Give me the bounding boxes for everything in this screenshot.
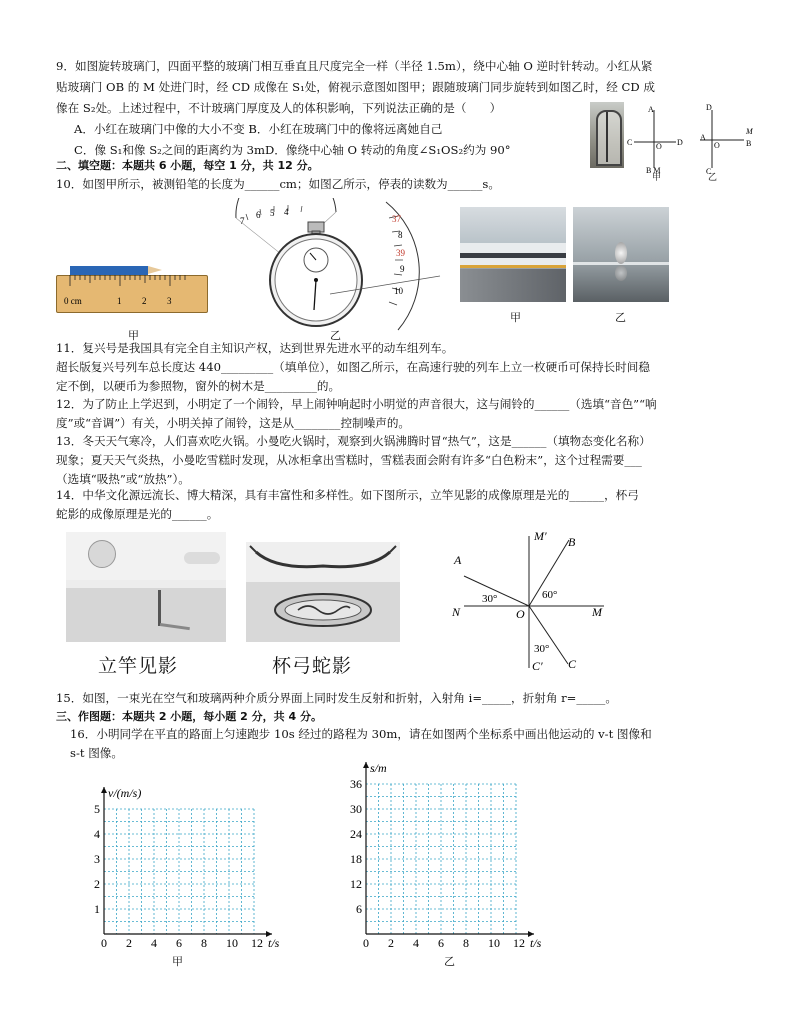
label-O: O [516,607,525,621]
q16-line2: s-t 图像。 [70,746,123,760]
q13-line2: 现象；夏天天气炎热，小曼吃雪糕时发现，从冰柜拿出雪糕时，雪糕表面会附有许多“白色粉末”，这个过程需要___ [56,453,642,467]
dial-10: 10 [394,286,403,296]
x-axis-label: t/s [268,936,280,950]
q9-line3: 像在 S₂处。上述过程中，不计玻璃门厚度及人的体积影响，下列说法正确的是（ ） [56,101,502,115]
q12-line1: 12．为了防止上学迟到，小明定了一个闹铃，早上闹钟响起时小明觉的声音很大，这与闹铃的______（选填“音色”“响 [56,397,657,411]
x-tick-label: 0 [101,936,107,950]
q11-line2: 超长版复兴号列车总长度达 440_________（填单位），如图乙所示，在高速行驶的列车上立一枚硬币可保持长时间稳 [56,360,650,374]
x-tick-label: 0 [363,936,369,950]
section2-heading: 二、填空题：本题共 6 小题，每空 1 分，共 12 分。 [56,159,319,172]
yi-label-D: D [706,103,712,112]
label-B: B [568,535,576,549]
q14-line2: 蛇影的成像原理是光的______。 [56,507,219,521]
q9-options-cd: C．像 S₁和像 S₂之间的距离约为 3mD．像绕中心轴 O 转动的角度∠S₁OS₂约为 90° [74,143,511,157]
x-tick-label: 8 [463,936,469,950]
q9-line2: 贴玻璃门 OB 的 M 处进门时，经 CD 成像在 S₁处，俯视示意图如图甲；跟随玻璃门同步旋转到如图乙时，经 CD 成 [56,80,655,94]
pole-shadow-image [66,532,226,642]
label-A: A [454,553,462,567]
label-30-top: 30° [482,593,498,605]
y-axis-label: v/(m/s) [108,786,142,800]
y-tick-label: 2 [94,877,100,891]
reflection-diagram [444,526,624,676]
x-axis-label: t/s [530,936,542,950]
y-tick-label: 30 [350,802,362,816]
y-tick-label: 1 [94,902,100,916]
x-tick-label: 6 [438,936,444,950]
x-tick-label: 6 [176,936,182,950]
x-tick-label: 4 [413,936,419,950]
pencil-tip [148,266,162,274]
small-dial-4: 4 [284,207,289,217]
label-30-bottom: 30° [534,643,550,655]
x-tick-label: 4 [151,936,157,950]
q15-text: 15．如图，一束光在空气和玻璃两种介质分界面上同时发生反射和折射，入射角 i=_____，折射角 r=_____。 [56,691,617,705]
y-tick-label: 6 [356,902,362,916]
ruler-label-1: 1 [117,296,122,306]
st-graph-caption: 乙 [444,955,455,968]
small-dial-7: 7 [240,216,245,226]
vt-graph [78,780,288,980]
q11-line3: 定不倒，以硬币为参照物，窗外的树木是_________的。 [56,379,341,393]
q13-line1: 13．冬天天气寒冷，人们喜欢吃火锅。小曼吃火锅时，观察到火锅沸腾时冒“热气”，这是______（填物态变化名称） [56,434,651,448]
y-tick-label: 18 [350,852,362,866]
yi-label-B: B [746,139,752,148]
door-caption-yi: 乙 [708,173,718,183]
bow-snake-image [246,542,400,642]
x-tick-label: 2 [126,936,132,950]
yi-label-O: O [714,141,720,150]
jia-label-D: D [677,138,683,147]
pencil [70,266,148,275]
yi-label-C: C [706,167,712,176]
q11-line1: 11．复兴号是我国具有完全自主知识产权，达到世界先进水平的动车组列车。 [56,341,454,355]
x-tick-label: 12 [513,936,525,950]
stopwatch [226,198,456,340]
dial-39: 39 [396,248,405,258]
dial-8: 8 [398,230,403,240]
coin-photo [573,207,669,302]
pole-shadow-caption: 立竿见影 [98,655,179,677]
ruler-label-2: 2 [142,296,147,306]
jia-label-O: O [656,142,662,151]
ruler-label-3: 3 [167,296,172,306]
label-C: C [568,657,577,671]
y-axis-label: s/m [370,761,387,775]
label-C-prime: C′ [532,659,543,673]
vt-graph-caption: 甲 [172,955,183,968]
q9-line1: 9．如图旋转玻璃门，四面平整的玻璃门相互垂直且尺度完全一样（半径 1.5m），绕中心轴 O 逆时针转动。小红从紧 [56,59,653,73]
label-M-prime: M′ [534,529,547,543]
door-caption-jia: 甲 [652,173,662,183]
section3-heading: 三、作图题：本题共 2 小题，每小题 2 分，共 4 分。 [56,710,322,723]
train-photo-caption: 甲 [510,311,521,324]
dial-9: 9 [400,264,405,274]
y-tick-label: 4 [94,827,100,841]
label-60: 60° [542,589,558,601]
label-M: M [592,605,602,619]
y-tick-label: 24 [350,827,362,841]
q16-line1: 16．小明同学在平直的路面上匀速跑步 10s 经过的路程为 30m，请在如图两个坐标系中画出他运动的 v-t 图像和 [70,727,652,741]
x-tick-label: 12 [251,936,263,950]
y-arrow [363,762,369,768]
stopwatch-caption: 乙 [330,329,341,342]
jia-label-C: C [627,138,633,147]
q12-line2: 度”或“音调”）有关，小明关掉了闹铃，这是从________控制噪声的。 [56,416,411,430]
q13-line3: （选填“吸热”或“放热”）。 [56,472,190,486]
small-dial-6: 6 [256,210,261,220]
x-tick-label: 8 [201,936,207,950]
x-tick-label: 10 [488,936,500,950]
jia-label-A: A [648,105,654,114]
y-tick-label: 12 [350,877,362,891]
bow-snake-caption: 杯弓蛇影 [272,655,353,677]
yi-label-A: A [700,133,706,142]
q10-text: 10．如图甲所示，被测铅笔的长度为______cm；如图乙所示，停表的读数为______s。 [56,177,500,191]
label-N: N [452,605,461,619]
dial-37: 37 [392,214,401,224]
yi-label-M: M [746,127,753,136]
q9-options-ab: A．小红在玻璃门中像的大小不变 B．小红在玻璃门中的像将远离她自己 [74,122,443,136]
y-tick-label: 3 [94,852,100,866]
small-dial-5: 5 [270,208,275,218]
ruler-ticks [56,275,206,311]
x-tick-label: 10 [226,936,238,950]
train-photo [460,207,566,302]
x-tick-label: 2 [388,936,394,950]
y-arrow [101,787,107,793]
ruler-label-0: 0 cm [64,296,82,306]
q14-line1: 14．中华文化源远流长、博大精深，具有丰富性和多样性。如下图所示，立竿见影的成像原理是光的______，杯弓 [56,488,639,502]
st-graph [340,756,550,956]
jia-label-BM: B M [646,166,661,175]
coin-photo-caption: 乙 [615,311,626,324]
ruler-caption: 甲 [128,329,139,342]
y-tick-label: 5 [94,802,100,816]
y-tick-label: 36 [350,777,362,791]
